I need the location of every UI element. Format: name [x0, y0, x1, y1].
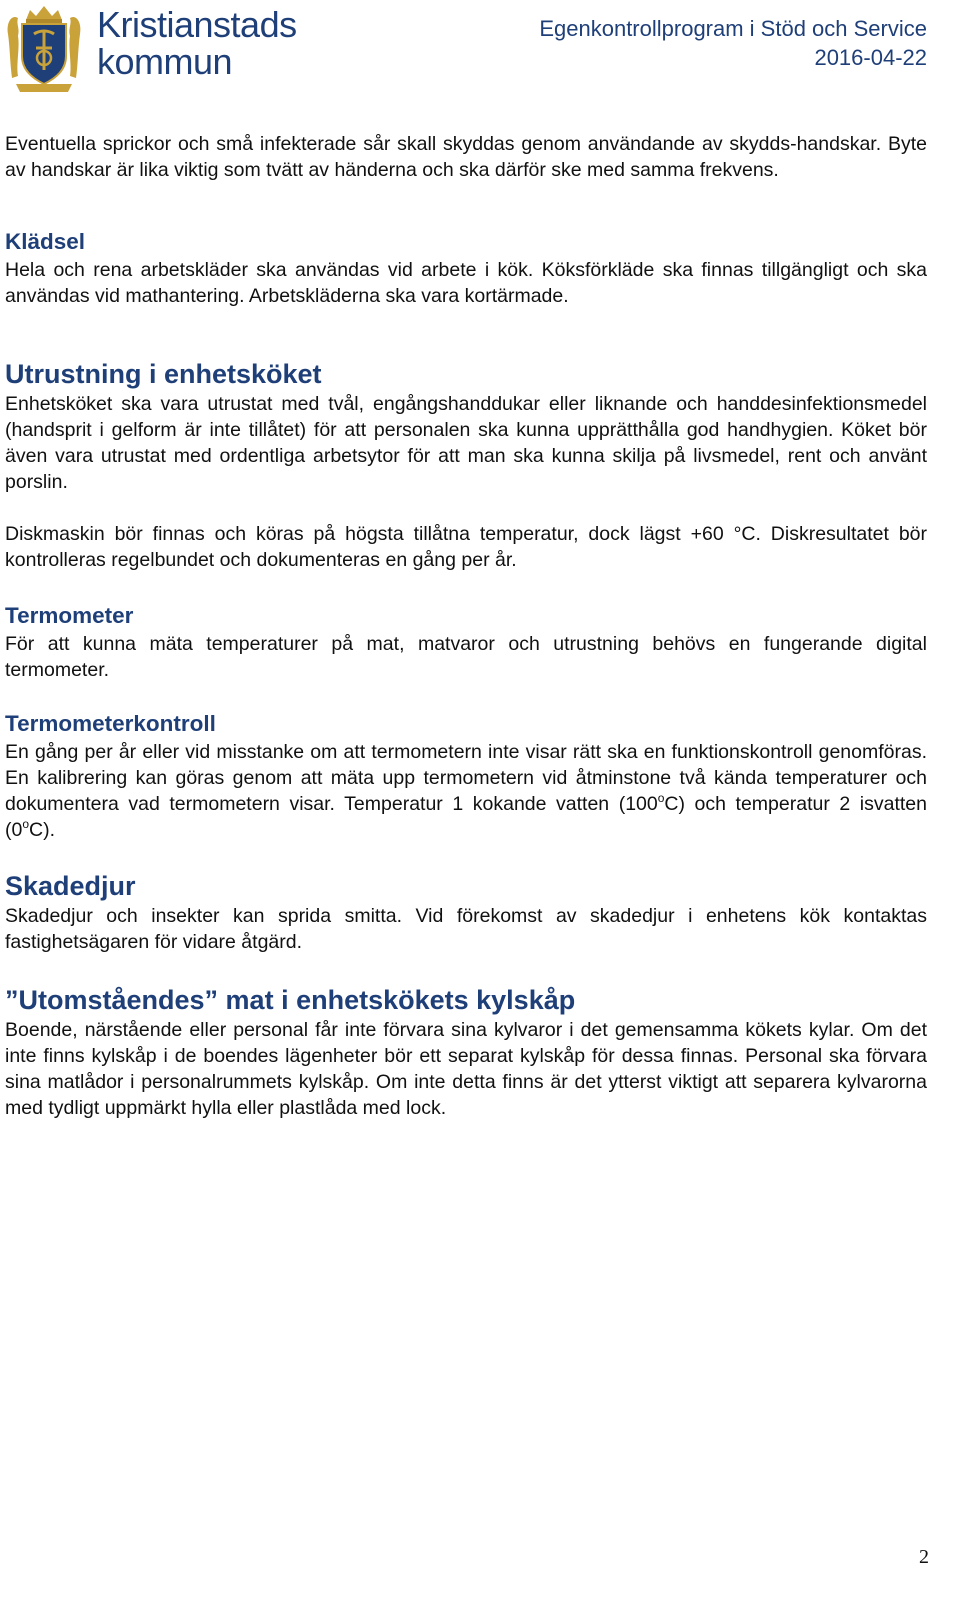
- paragraph-kladsel: Hela och rena arbetskläder ska användas vid arbete i kök. Köksförkläde ska finnas tillgängligt och ska användas vid mathantering. Arbetskläderna ska vara kortärmade.: [5, 259, 927, 307]
- heading-skadedjur: Skadedjur: [5, 871, 136, 901]
- degree-superscript-1: o: [657, 791, 665, 805]
- document-body: [5, 131, 927, 1121]
- heading-utomstaendes: ”Utomståendes” mat i enhetskökets kylskåp: [5, 985, 576, 1015]
- termometerkontroll-text-mid: C) och temperatur 2 isvatten (0: [5, 793, 927, 841]
- heading-kladsel: Klädsel: [5, 229, 86, 254]
- degree-superscript-2: o: [22, 817, 30, 831]
- organization-name: [97, 6, 297, 80]
- paragraph-termometer: För att kunna mäta temperaturer på mat, matvaror och utrustning behövs en fungerande digital termometer.: [5, 633, 927, 681]
- page-number: 2: [919, 1546, 929, 1568]
- paragraph-utomstaendes: Boende, närstående eller personal får inte förvara sina kylvaror i det gemensamma kökets kylar. Om det inte finns kylskåp i de boendes lägenheter bör ett separat kylskåp för dessa finnas. Personal ska förvara sina matlådor i personalrummets kylskåp. Om inte detta finns är det ytterst viktigt att separera kylvarorna med tydligt uppmärkt hylla eller plastlåda med lock.: [5, 1019, 927, 1119]
- paragraph-utrustning-1: Enhetsköket ska vara utrustat med tvål, engångshanddukar eller liknande och handdesinfektionsmedel (handsprit i gelform är inte tillåtet) för att personalen ska kunna upprätthålla god handhygien. Köket bör även vara utrustat med ordentliga arbetsytor för att man ska kunna skilja på livsmedel, rent och använt porslin.: [5, 393, 927, 493]
- page-header: [0, 0, 960, 100]
- termometerkontroll-text-end: C).: [29, 819, 56, 841]
- organization-name-line1: Kristianstads: [97, 4, 297, 45]
- paragraph-utrustning-2: Diskmaskin bör finnas och köras på högsta tillåtna temperatur, dock lägst +60 °C. Diskresultatet bör kontrolleras regelbundet och dokumenteras en gång per år.: [5, 523, 927, 571]
- heading-utrustning: Utrustning i enhetsköket: [5, 359, 322, 389]
- heading-termometerkontroll: Termometerkontroll: [5, 711, 216, 736]
- document-date: 2016-04-22: [814, 45, 927, 70]
- paragraph-termometerkontroll: [5, 739, 927, 843]
- intro-paragraph: Eventuella sprickor och små infekterade sår skall skyddas genom användande av skydds-handskar. Byte av handskar är lika viktig som tvätt av händerna och ska därför ske med samma frekvens.: [5, 133, 927, 181]
- organization-name-line2: kommun: [97, 41, 233, 82]
- document-title: Egenkontrollprogram i Stöd och Service: [539, 16, 927, 41]
- paragraph-skadedjur: Skadedjur och insekter kan sprida smitta. Vid förekomst av skadedjur i enhetens kök kontaktas fastighetsägaren för vidare åtgärd.: [5, 905, 927, 953]
- heading-termometer: Termometer: [5, 603, 134, 628]
- coat-of-arms-logo: [6, 4, 82, 94]
- termometerkontroll-text-main: En gång per år eller vid misstanke om att termometern inte visar rätt ska en funktionskontroll genomföras. En kalibrering kan göras genom att mäta upp termometern vid åtminstone två kända temperaturer och dokumentera vad termometern visar. Temperatur 1 kokande vatten (100: [5, 741, 927, 815]
